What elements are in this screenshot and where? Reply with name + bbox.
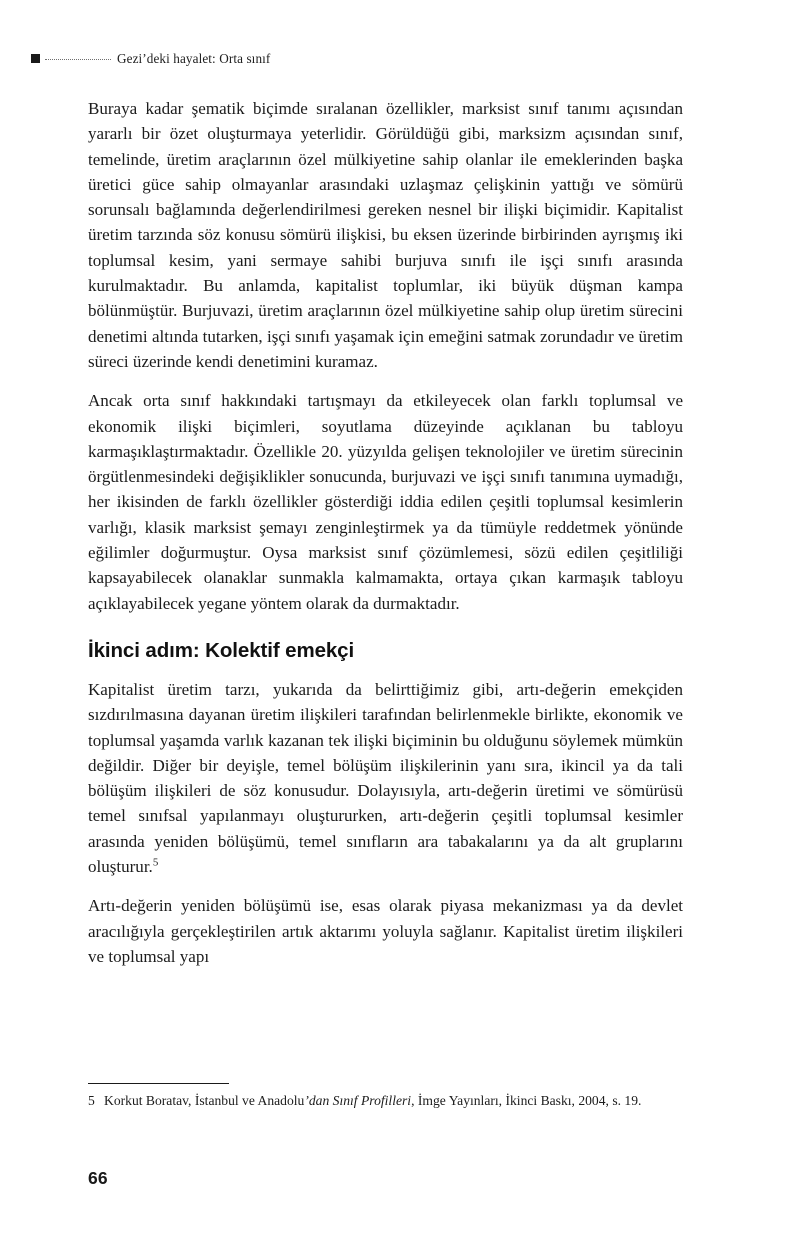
- footnote-separator-rule: [88, 1083, 229, 1084]
- running-header-title: Gezi’deki hayalet: Orta sınıf: [117, 51, 271, 66]
- footnote-publisher: , İmge Yayınları, İkinci Baskı, 2004, s. 19.: [411, 1093, 642, 1108]
- page-number: 66: [88, 1168, 108, 1188]
- footnote-text: [104, 1091, 683, 1110]
- filled-square-icon: [31, 54, 40, 63]
- body-paragraph-3: [88, 677, 683, 879]
- text-column: [88, 96, 683, 969]
- section-heading: İkinci adım: Kolektif emekçi: [88, 638, 355, 662]
- dotted-line-icon: [45, 59, 111, 61]
- footnote-area: [88, 1083, 683, 1110]
- body-paragraph-4: Artı-değerin yeniden bölüşümü ise, esas olarak piyasa mekanizması ya da devlet aracılığıyla gerçekleştirilen artık aktarımı yoluyla sağlanır. Kapitalist üretim ilişkileri ve toplumsal yapı: [88, 896, 683, 966]
- footnote-reference-marker[interactable]: 5: [152, 856, 159, 869]
- body-paragraph-1: Buraya kadar şematik biçimde sıralanan özellikler, marksist sınıf tanımı açısından yararlı bir özet oluşturmaya yeterlidir. Görüldüğü gibi, marksizm açısından sınıf, temelinde, üretim araçlarının özel mülkiyetine sahip olanlar ile emeklerinden başka üretici güce sahip olmayanlar arasındaki uzlaşmaz çelişkinin yattığı ve sömürü sorunsalı bağlamında değerlendirilmesi gereken nesnel bir ilişki biçimidir. Kapitalist üretim tarzında söz konusu sömürü ilişkisi, bu eksen üzerinde birbirinden ayrışmış iki toplumsal kesim, yani sermaye sahibi burjuva sınıfı ile işçi sınıfı arasında kurulmaktadır. Bu anlamda, kapitalist toplumlar, iki büyük düşman kampa bölünmüştür. Burjuvazi, üretim araçlarının özel mülkiyetine sahip olup üretim sürecini denetimi altında tutarken, işçi sınıfı yaşamak için emeğini satmak zorundadır ve üretim süreci üzerinde kendi denetimini kuramaz.: [88, 99, 683, 371]
- running-header: [31, 48, 691, 70]
- body-paragraph-3-text: Kapitalist üretim tarzı, yukarıda da belirttiğimiz gibi, artı-değerin emekçiden sızdırılmasına dayanan üretim ilişkileri tarafından belirlenmekle birlikte, ekonomik ve toplumsal yaşamda varlık kazanan tek ilişki biçiminin bu olduğunu söylemek mümkün değildir. Diğer bir deyişle, temel bölüşüm ilişkilerinin yanı sıra, ikincil ya da tali bölüşüm ilişkileri de söz konusudur. Dolayısıyla, artı-değerin üretimi ve sömürüsü temel sınıfsal yapılanmayı oluştururken, artı-değerin çeşitli toplumsal kesimler arasında yeniden bölüşümü, temel sınıfların ara tabakalarını ya da alt gruplarını oluşturur.: [88, 679, 683, 877]
- footnote-author: Korkut Boratav, İstanbul ve Anadolu: [104, 1093, 305, 1108]
- footnote-number: 5: [88, 1093, 95, 1108]
- footnote-title-italic: ’dan Sınıf Profilleri: [304, 1093, 412, 1108]
- footnote-entry: [88, 1091, 683, 1110]
- body-paragraph-2: Ancak orta sınıf hakkındaki tartışmayı da etkileyecek olan farklı toplumsal ve ekonomik ilişki biçimleri, soyutlama düzeyinde açıklanan bu tabloyu karmaşıklaştırmaktadır. Özellikle 20. yüzyılda gelişen teknolojiler ve üretim sürecinin örgütlenmesindeki değişiklikler sonucunda, burjuvazi ve işçi sınıfı tanımına uymadığı, her ikisinden de farklı özellikler gösterdiği iddia edilen çeşitli toplumsal kesimlerin varlığı, klasik marksist şemayı zenginleştirmek ya da tümüyle reddetmek yönünde eğilimler doğurmuştur. Oysa marksist sınıf çözümlemesi, sözü edilen çeşitliliği kapsayabilecek olanaklar sunmakla kalmamakta, ortaya çıkan karmaşık tabloyu açıklayabilecek yegane yöntem olarak da durmaktadır.: [88, 391, 683, 613]
